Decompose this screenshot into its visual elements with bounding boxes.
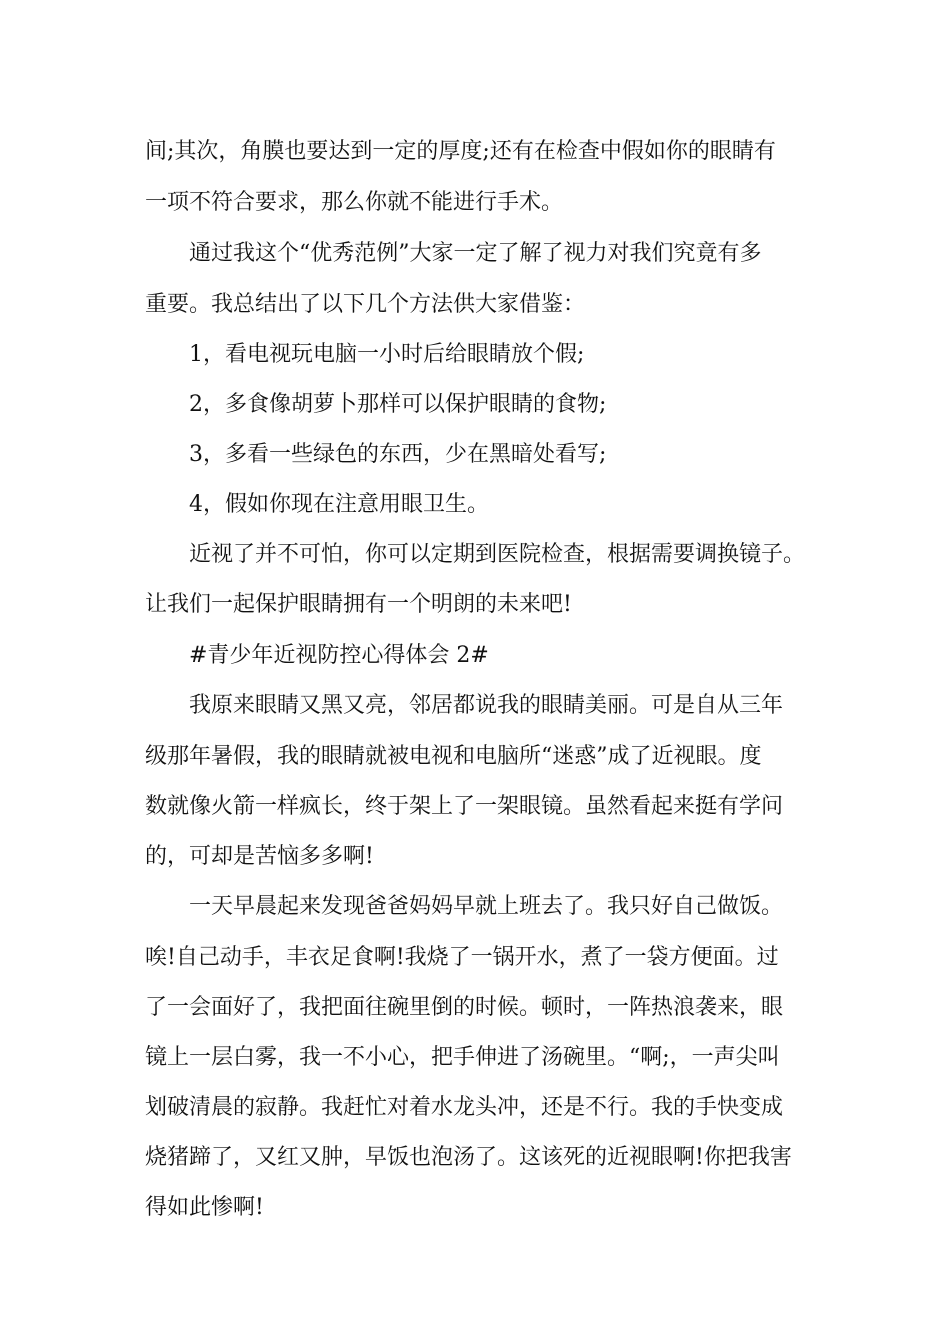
text-line: 得如此惨啊! <box>145 1195 264 1220</box>
text-line: 一项不符合要求，那么你就不能进行手术。 <box>145 190 564 215</box>
text-line: 镜上一层白雾，我一不小心，把手伸进了汤碗里。“啊;，一声尖叫 <box>145 1045 780 1070</box>
text-line: 级那年暑假，我的眼睛就被电视和电脑所“迷惑”成了近视眼。度 <box>145 744 762 769</box>
paragraph-start-line: 一天早晨起来发现爸爸妈妈早就上班去了。我只好自己做饭。 <box>189 894 784 919</box>
text-line: 划破清晨的寂静。我赶忙对着水龙头冲，还是不行。我的手快变成 <box>145 1095 784 1120</box>
text-line: 重要。我总结出了以下几个方法供大家借鉴： <box>145 292 586 317</box>
paragraph-start-line: 通过我这个“优秀范例”大家一定了解了视力对我们究竟有多 <box>189 241 762 266</box>
list-item-4: 4，假如你现在注意用眼卫生。 <box>189 492 489 517</box>
section-heading: #青少年近视防控心得体会 2# <box>189 643 489 668</box>
list-item-2: 2，多食像胡萝卜那样可以保护眼睛的食物; <box>189 392 607 417</box>
list-item-3: 3，多看一些绿色的东西，少在黑暗处看写; <box>189 442 607 467</box>
text-line: 烧猪蹄了，又红又肿，早饭也泡汤了。这该死的近视眼啊!你把我害 <box>145 1145 792 1170</box>
text-line: 唉!自己动手，丰衣足食啊!我烧了一锅开水，煮了一袋方便面。过 <box>145 945 779 970</box>
list-item-1: 1，看电视玩电脑一小时后给眼睛放个假; <box>189 342 585 367</box>
paragraph-start-line: 我原来眼睛又黑又亮，邻居都说我的眼睛美丽。可是自从三年 <box>189 693 784 718</box>
text-line: 数就像火箭一样疯长，终于架上了一架眼镜。虽然看起来挺有学问 <box>145 794 784 819</box>
paragraph-start-line: 近视了并不可怕，你可以定期到医院检查，根据需要调换镜子。 <box>189 542 806 567</box>
text-line: 了一会面好了，我把面往碗里倒的时候。顿时，一阵热浪袭来，眼 <box>145 995 784 1020</box>
text-line: 间;其次，角膜也要达到一定的厚度;还有在检查中假如你的眼睛有 <box>145 139 776 164</box>
text-line: 让我们一起保护眼睛拥有一个明朗的未来吧! <box>145 592 572 617</box>
text-line: 的，可却是苦恼多多啊! <box>145 844 374 869</box>
